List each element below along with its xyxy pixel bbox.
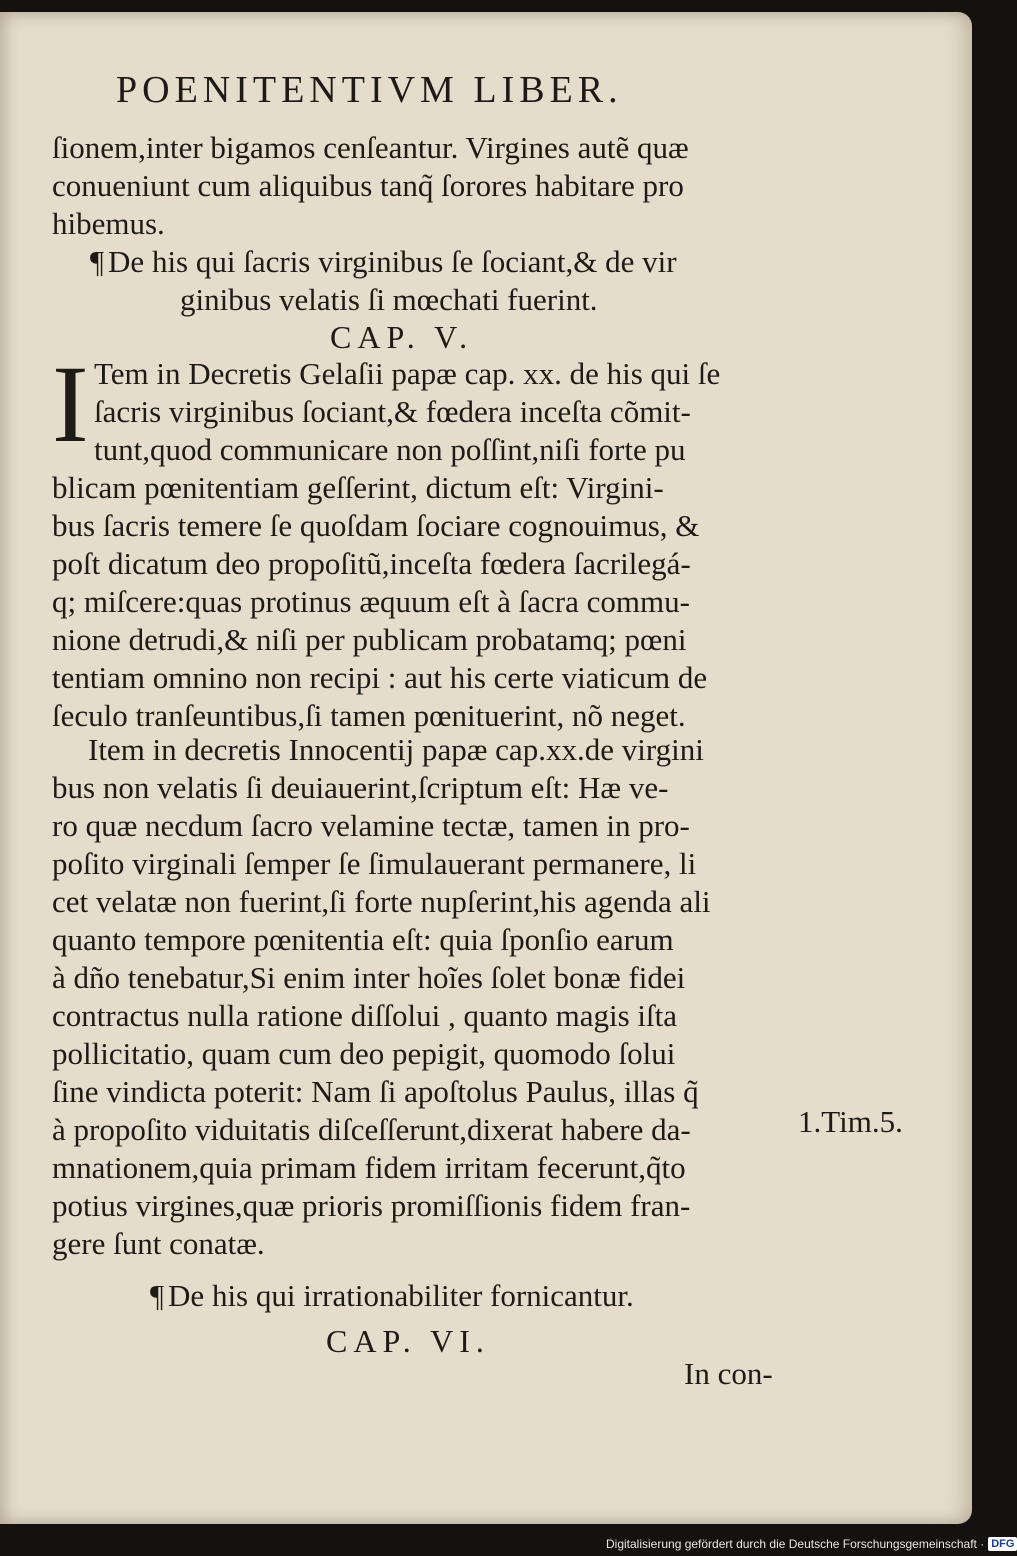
chapter-heading-line: De his qui ſacris virginibus ſe ſociant,& de vir: [108, 244, 677, 279]
text-line: bus ſacris temere ſe quoſdam ſociare cognouimus, &: [52, 508, 700, 543]
credit-text: Digitalisierung gefördert durch die Deutsche Forschungsgemeinschaft ·: [606, 1537, 985, 1551]
chapter-heading-line: ginibus velatis ſi mœchati fuerint.: [180, 282, 598, 317]
text-line: bus non velatis ſi deuiauerint,ſcriptum eſt: Hæ ve-: [52, 770, 669, 805]
text-line: contractus nulla ratione diſſolui , quanto magis iſta: [52, 998, 678, 1033]
chapter-heading-line: De his qui irrationabiliter fornicantur.: [168, 1278, 634, 1313]
text-line: potius virgines,quæ prioris promiſſionis fidem fran-: [52, 1188, 691, 1223]
text-line: ro quæ necdum ſacro velamine tectæ, tamen in pro-: [52, 808, 690, 843]
text-line: gere ſunt conatæ.: [52, 1226, 265, 1261]
text-line: q; miſcere:quas protinus æquum eſt à ſacra commu-: [52, 584, 690, 619]
catchword: In con-: [684, 1356, 773, 1391]
text-line: ſionem,inter bigamos cenſeantur. Virgines autẽ quæ: [52, 130, 689, 165]
text-line: mnationem,quia primam fidem irritam fecerunt,q̃to: [52, 1150, 686, 1185]
text-line: hibemus.: [52, 206, 165, 241]
text-line: poſt dicatum deo propoſitũ,inceſta fœdera ſacrilegá-: [52, 546, 691, 581]
text-line: tunt,quod communicare non poſſint,niſi forte pu: [94, 432, 686, 467]
pilcrow-icon: ¶: [90, 244, 105, 279]
chapter-label: CAP. VI.: [326, 1323, 490, 1359]
text-line: tentiam omnino non recipi : aut his certe viaticum de: [52, 660, 708, 695]
text-line: cet velatæ non fuerint,ſi forte nupſerint,his agenda ali: [52, 884, 711, 919]
text-line: ſacris virginibus ſociant,& fœdera inceſta cõmit-: [94, 394, 691, 429]
pilcrow-icon: ¶: [150, 1278, 165, 1313]
text-line: Item in decretis Innocentij papæ cap.xx.de virgini: [88, 732, 704, 767]
text-line: à dño tenebatur,Si enim inter hoĩes ſolet bonæ fidei: [52, 960, 686, 995]
text-line: quanto tempore pœnitentia eſt: quia ſponſio earum: [52, 922, 674, 957]
text-line: poſito virginali ſemper ſe ſimulauerant permanere, li: [52, 846, 697, 881]
text-line: ſeculo tranſeuntibus,ſi tamen pœnituerint, nõ neget.: [52, 698, 686, 733]
chapter-heading: [150, 1278, 634, 1314]
book-page: [0, 12, 972, 1524]
digitization-credit: [606, 1536, 1015, 1552]
text-line: nione detrudi,& niſi per publicam probatamq; pœni: [52, 622, 687, 657]
chapter-label: CAP. V.: [330, 319, 474, 355]
text-line: pollicitatio, quam cum deo pepigit, quomodo ſolui: [52, 1036, 676, 1071]
text-line: Tem in Decretis Gelaſii papæ cap. xx. de his qui ſe: [94, 356, 721, 391]
chapter-heading: [90, 244, 677, 280]
running-title: POENITENTIVM LIBER.: [116, 69, 623, 111]
text-line: conueniunt cum aliquibus tanq̃ ſorores habitare pro: [52, 168, 684, 203]
dfg-logo: DFG: [988, 1537, 1017, 1551]
text-line: blicam pœnitentiam geſſerint, dictum eſt: Virgini-: [52, 470, 664, 505]
text-line: à propoſito viduitatis diſceſſerunt,dixerat habere da-: [52, 1112, 691, 1147]
text-line: ſine vindicta poterit: Nam ſi apoſtolus Paulus, illas q̃: [52, 1074, 699, 1109]
drop-capital: I: [52, 343, 89, 465]
margin-note: 1.Tim.5.: [798, 1104, 903, 1139]
page-content: [0, 12, 972, 1524]
